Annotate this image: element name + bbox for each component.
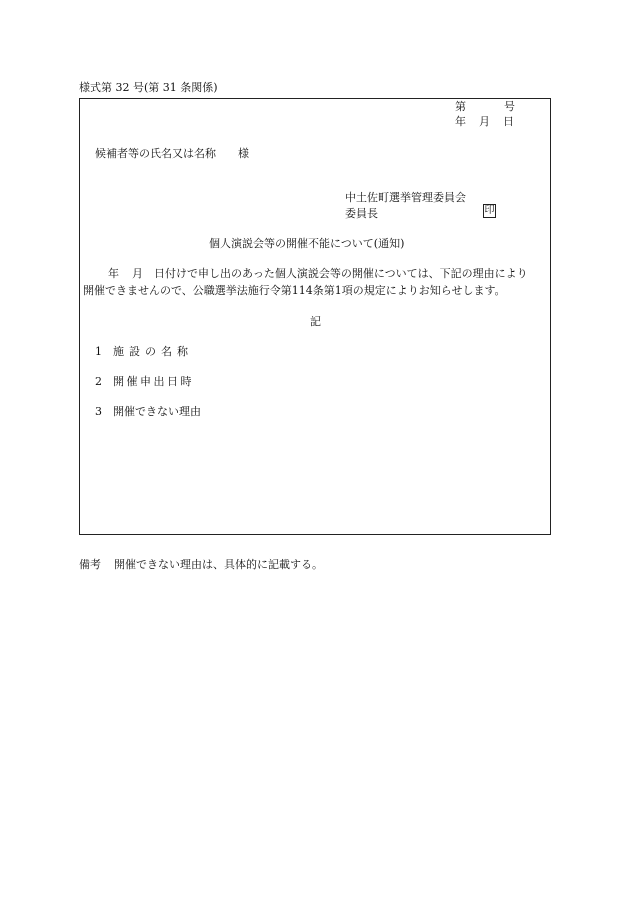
item-number: 3 [95, 405, 102, 418]
document-title: 個人演説会等の開催不能について(通知) [209, 237, 405, 250]
body-date-year: 年 [108, 267, 119, 280]
item-reason: 開催できない理由 [113, 405, 201, 418]
body-text-line-2: 開催できませんので、公職選挙法施行令第114条第1項の規定によりお知らせします。 [83, 284, 506, 297]
item-request-datetime: 開催申出日時 [113, 375, 194, 388]
body-date-month: 月 [132, 267, 143, 280]
addressee-name: 候補者等の氏名又は名称 [95, 147, 216, 160]
item-facility-name: 施設の名称 [113, 345, 193, 358]
note-text: 開催できない理由は、具体的に記載する。 [114, 558, 323, 571]
item-number: 1 [95, 345, 102, 358]
item-number: 2 [95, 375, 102, 388]
number-dai-label: 第 [455, 100, 466, 113]
sender-committee: 中土佐町選挙管理委員会 [345, 191, 466, 204]
number-go-label: 号 [504, 100, 515, 113]
date-day-label: 日 [503, 115, 514, 128]
ki-heading: 記 [310, 315, 321, 328]
form-number-label: 様式第 32 号(第 31 条関係) [79, 81, 218, 94]
addressee-honorific: 様 [238, 147, 249, 160]
body-text-line-1: 日付けで申し出のあった個人演説会等の開催については、下記の理由により [154, 267, 528, 280]
sender-chair: 委員長 [345, 207, 378, 220]
date-month-label: 月 [479, 115, 490, 128]
seal-stamp-box: 印 [484, 205, 495, 216]
note-label: 備考 [79, 558, 101, 571]
date-year-label: 年 [455, 115, 466, 128]
